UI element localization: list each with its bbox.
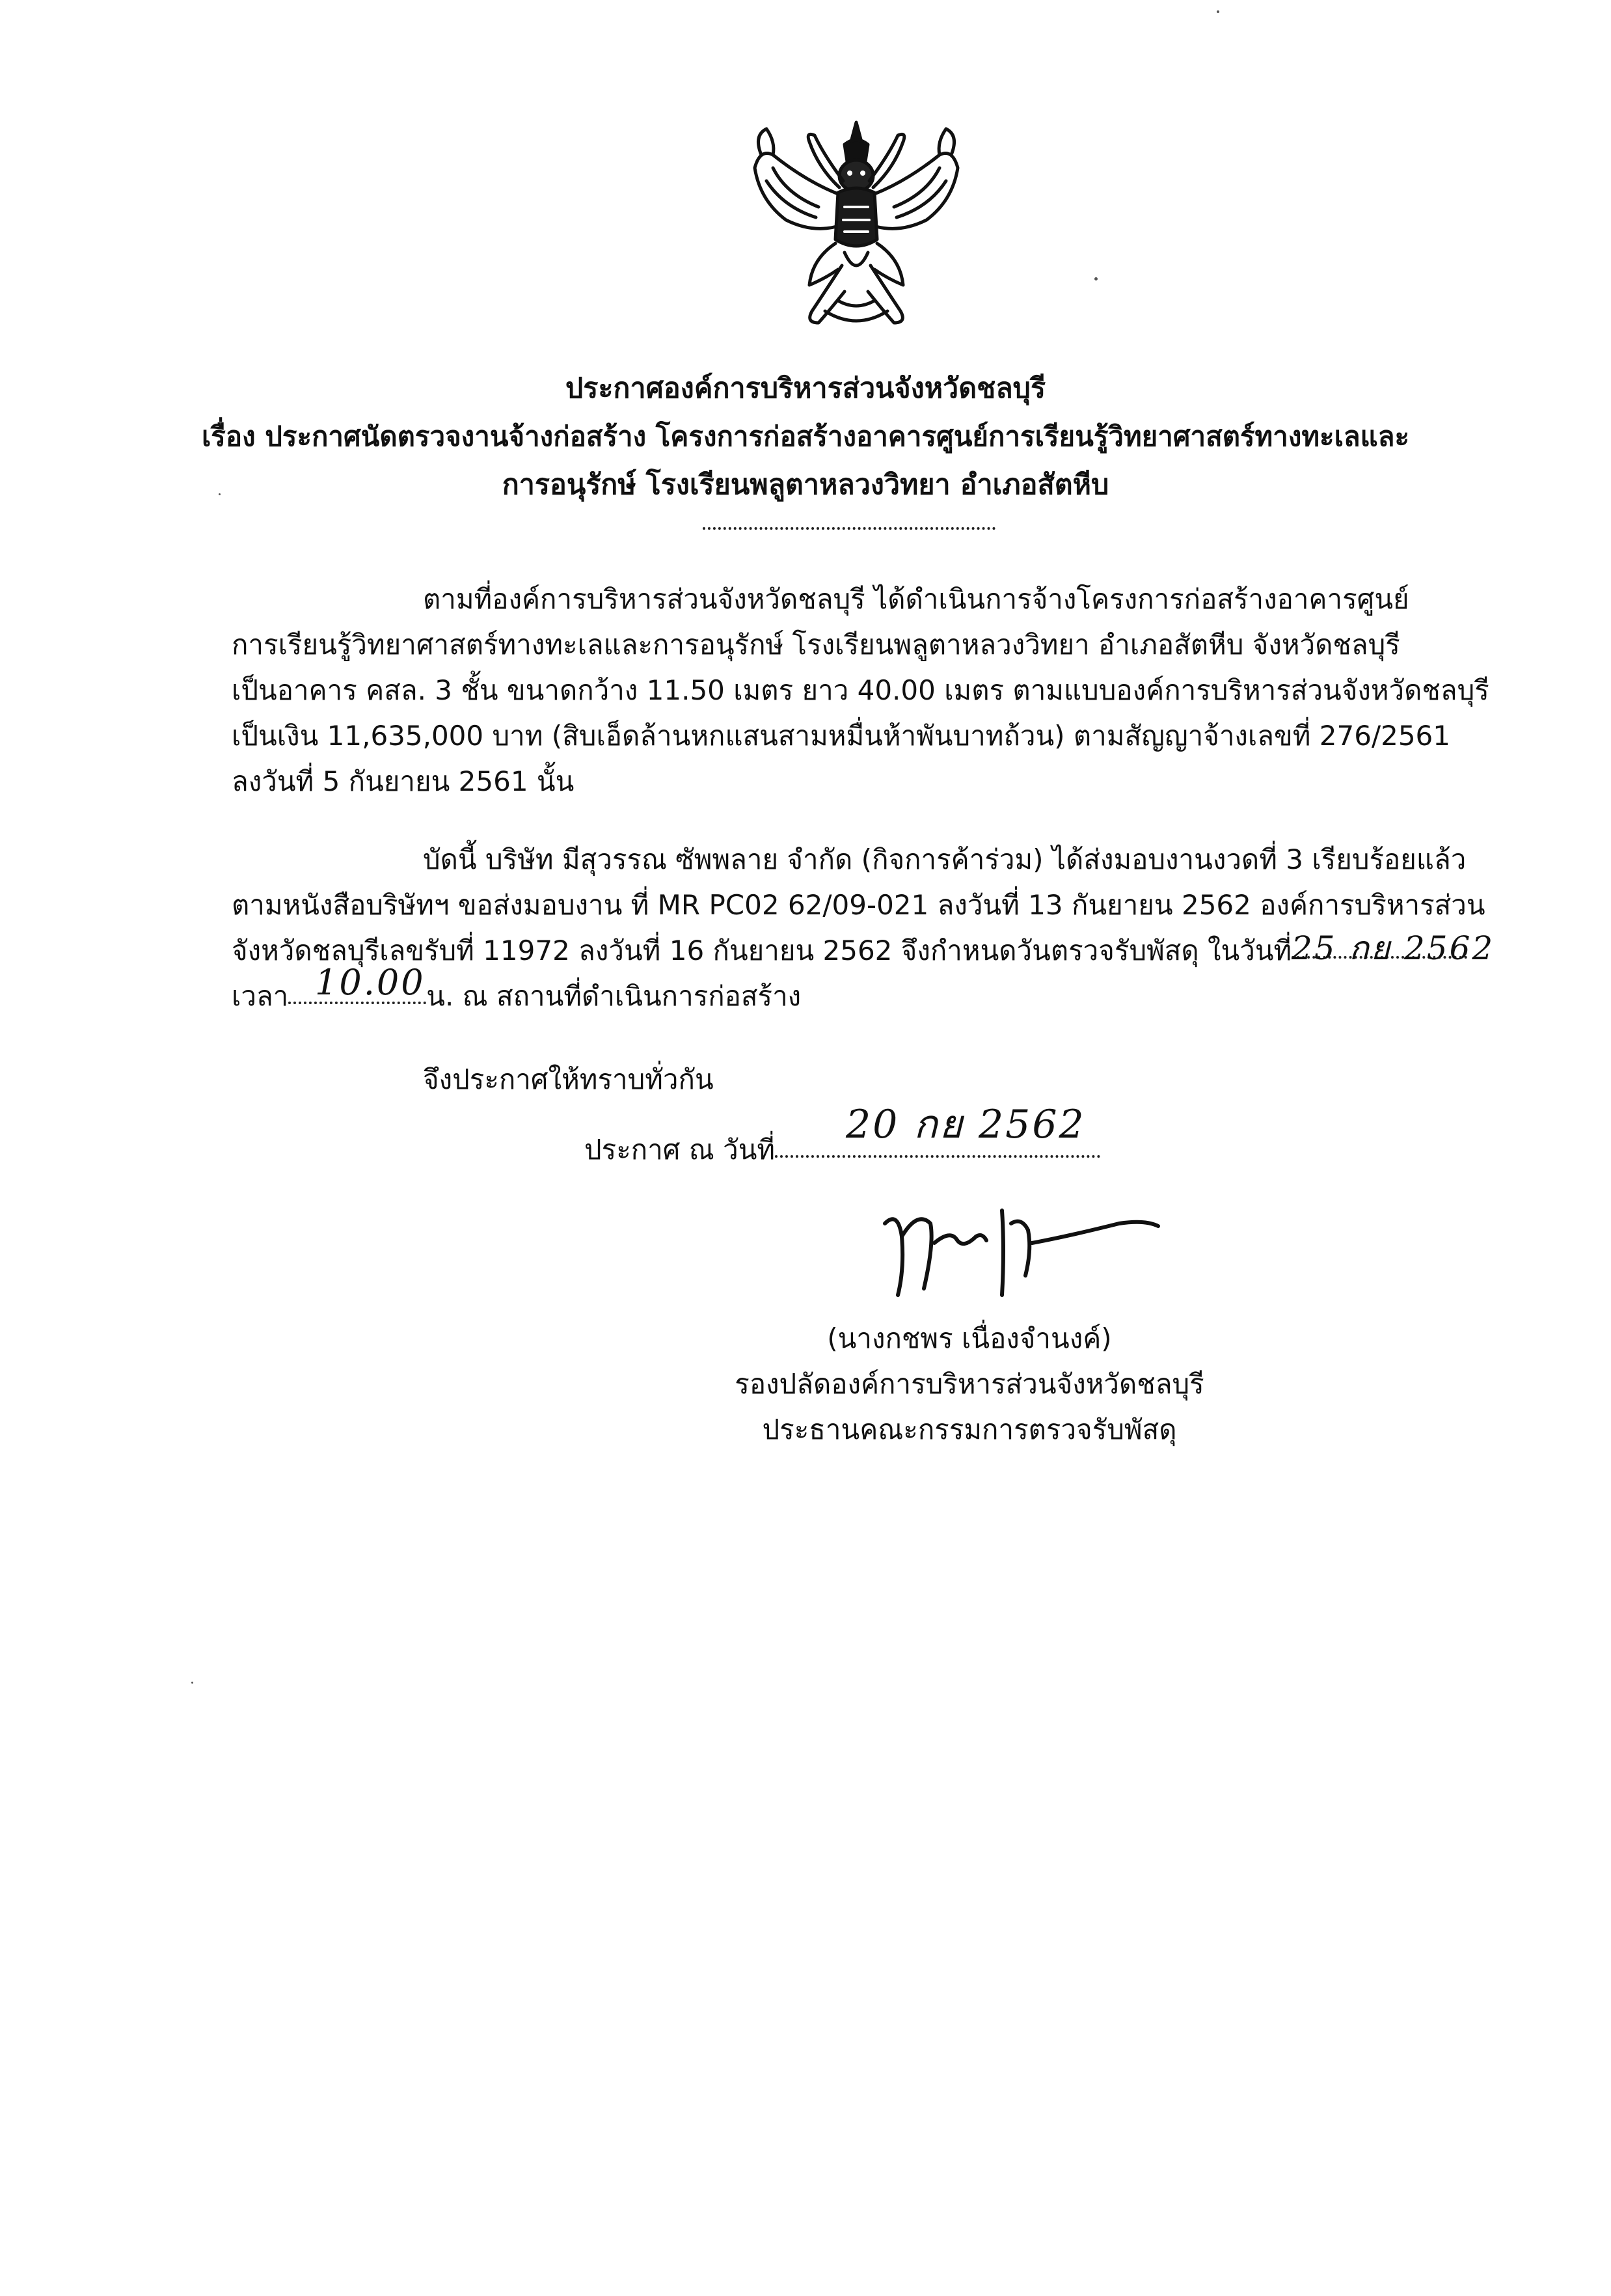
- signatory-role: ประธานคณะกรรมการตรวจรับพัสดุ: [762, 1414, 1177, 1445]
- announcement-date-label: ประกาศ ณ วันที่: [584, 1134, 776, 1166]
- inspection-time-handwritten: 10.00: [315, 962, 426, 1003]
- garuda-emblem-icon: [747, 116, 966, 331]
- closing-line: จึงประกาศให้ทราบทั่วกัน: [423, 1063, 714, 1095]
- issuer-title: ประกาศองค์การบริหารส่วนจังหวัดชลบุรี: [565, 372, 1046, 405]
- announcement-date-handwritten: 20 กย 2562: [846, 1102, 1086, 1147]
- inspection-date-handwritten: 25 กย 2562: [1292, 929, 1495, 967]
- time-suffix: น. ณ สถานที่ดำเนินการก่อสร้าง: [426, 980, 802, 1012]
- time-label: เวลา: [232, 980, 289, 1012]
- paragraph1-line3: เป็นอาคาร คสล. 3 ชั้น ขนาดกว้าง 11.50 เมตร ยาว 40.00 เมตร ตามแบบองค์การบริหารส่วนจังหวัดชลบุรี: [232, 674, 1489, 706]
- signatory-name: (นางกชพร เนื่องจำนงค์): [827, 1322, 1112, 1354]
- paragraph1-line2: การเรียนรู้วิทยาศาสตร์ทางทะเลและการอนุรักษ์ โรงเรียนพลูตาหลวงวิทยา อำเภอสัตหีบ จังหวัดชลบุรี: [232, 629, 1400, 661]
- scan-speck: [1217, 10, 1219, 13]
- scan-speck: [1094, 277, 1098, 280]
- subject-line-2: การอนุรักษ์ โรงเรียนพลูตาหลวงวิทยา อำเภอสัตหีบ: [502, 469, 1109, 501]
- scan-speck: [219, 493, 221, 495]
- header-divider: [703, 527, 995, 530]
- paragraph1-line4: เป็นเงิน 11,635,000 บาท (สิบเอ็ดล้านหกแสนสามหมื่นห้าพันบาทถ้วน) ตามสัญญาจ้างเลขที่ 276/2561: [232, 720, 1450, 752]
- subject-line-1: เรื่อง ประกาศนัดตรวจงานจ้างก่อสร้าง โครงการก่อสร้างอาคารศูนย์การเรียนรู้วิทยาศาสตร์ทางทะเลและ: [201, 420, 1410, 452]
- scan-speck: [191, 1682, 193, 1684]
- paragraph1-line1: ตามที่องค์การบริหารส่วนจังหวัดชลบุรี ได้ดำเนินการจ้างโครงการก่อสร้างอาคารศูนย์: [423, 583, 1409, 615]
- announcement-date-fill-line: [775, 1155, 1100, 1158]
- paragraph2-line3-text: จังหวัดชลบุรีเลขรับที่ 11972 ลงวันที่ 16 กันยายน 2562 จึงกำหนดวันตรวจรับพัสดุ ในวันที่: [232, 935, 1292, 966]
- paragraph2-line1: บัดนี้ บริษัท มีสุวรรณ ซัพพลาย จำกัด (กิจการค้าร่วม) ได้ส่งมอบงานงวดที่ 3 เรียบร้อยแล้ว: [423, 843, 1467, 875]
- signatory-position: รองปลัดองค์การบริหารส่วนจังหวัดชลบุรี: [735, 1368, 1204, 1400]
- paragraph2-line2: ตามหนังสือบริษัทฯ ขอส่งมอบงาน ที่ MR PC02 62/09-021 ลงวันที่ 13 กันยายน 2562 องค์การบริหารส่วน: [232, 889, 1485, 921]
- handwritten-signature: [872, 1197, 1171, 1308]
- paragraph1-line5: ลงวันที่ 5 กันยายน 2561 นั้น: [232, 765, 575, 797]
